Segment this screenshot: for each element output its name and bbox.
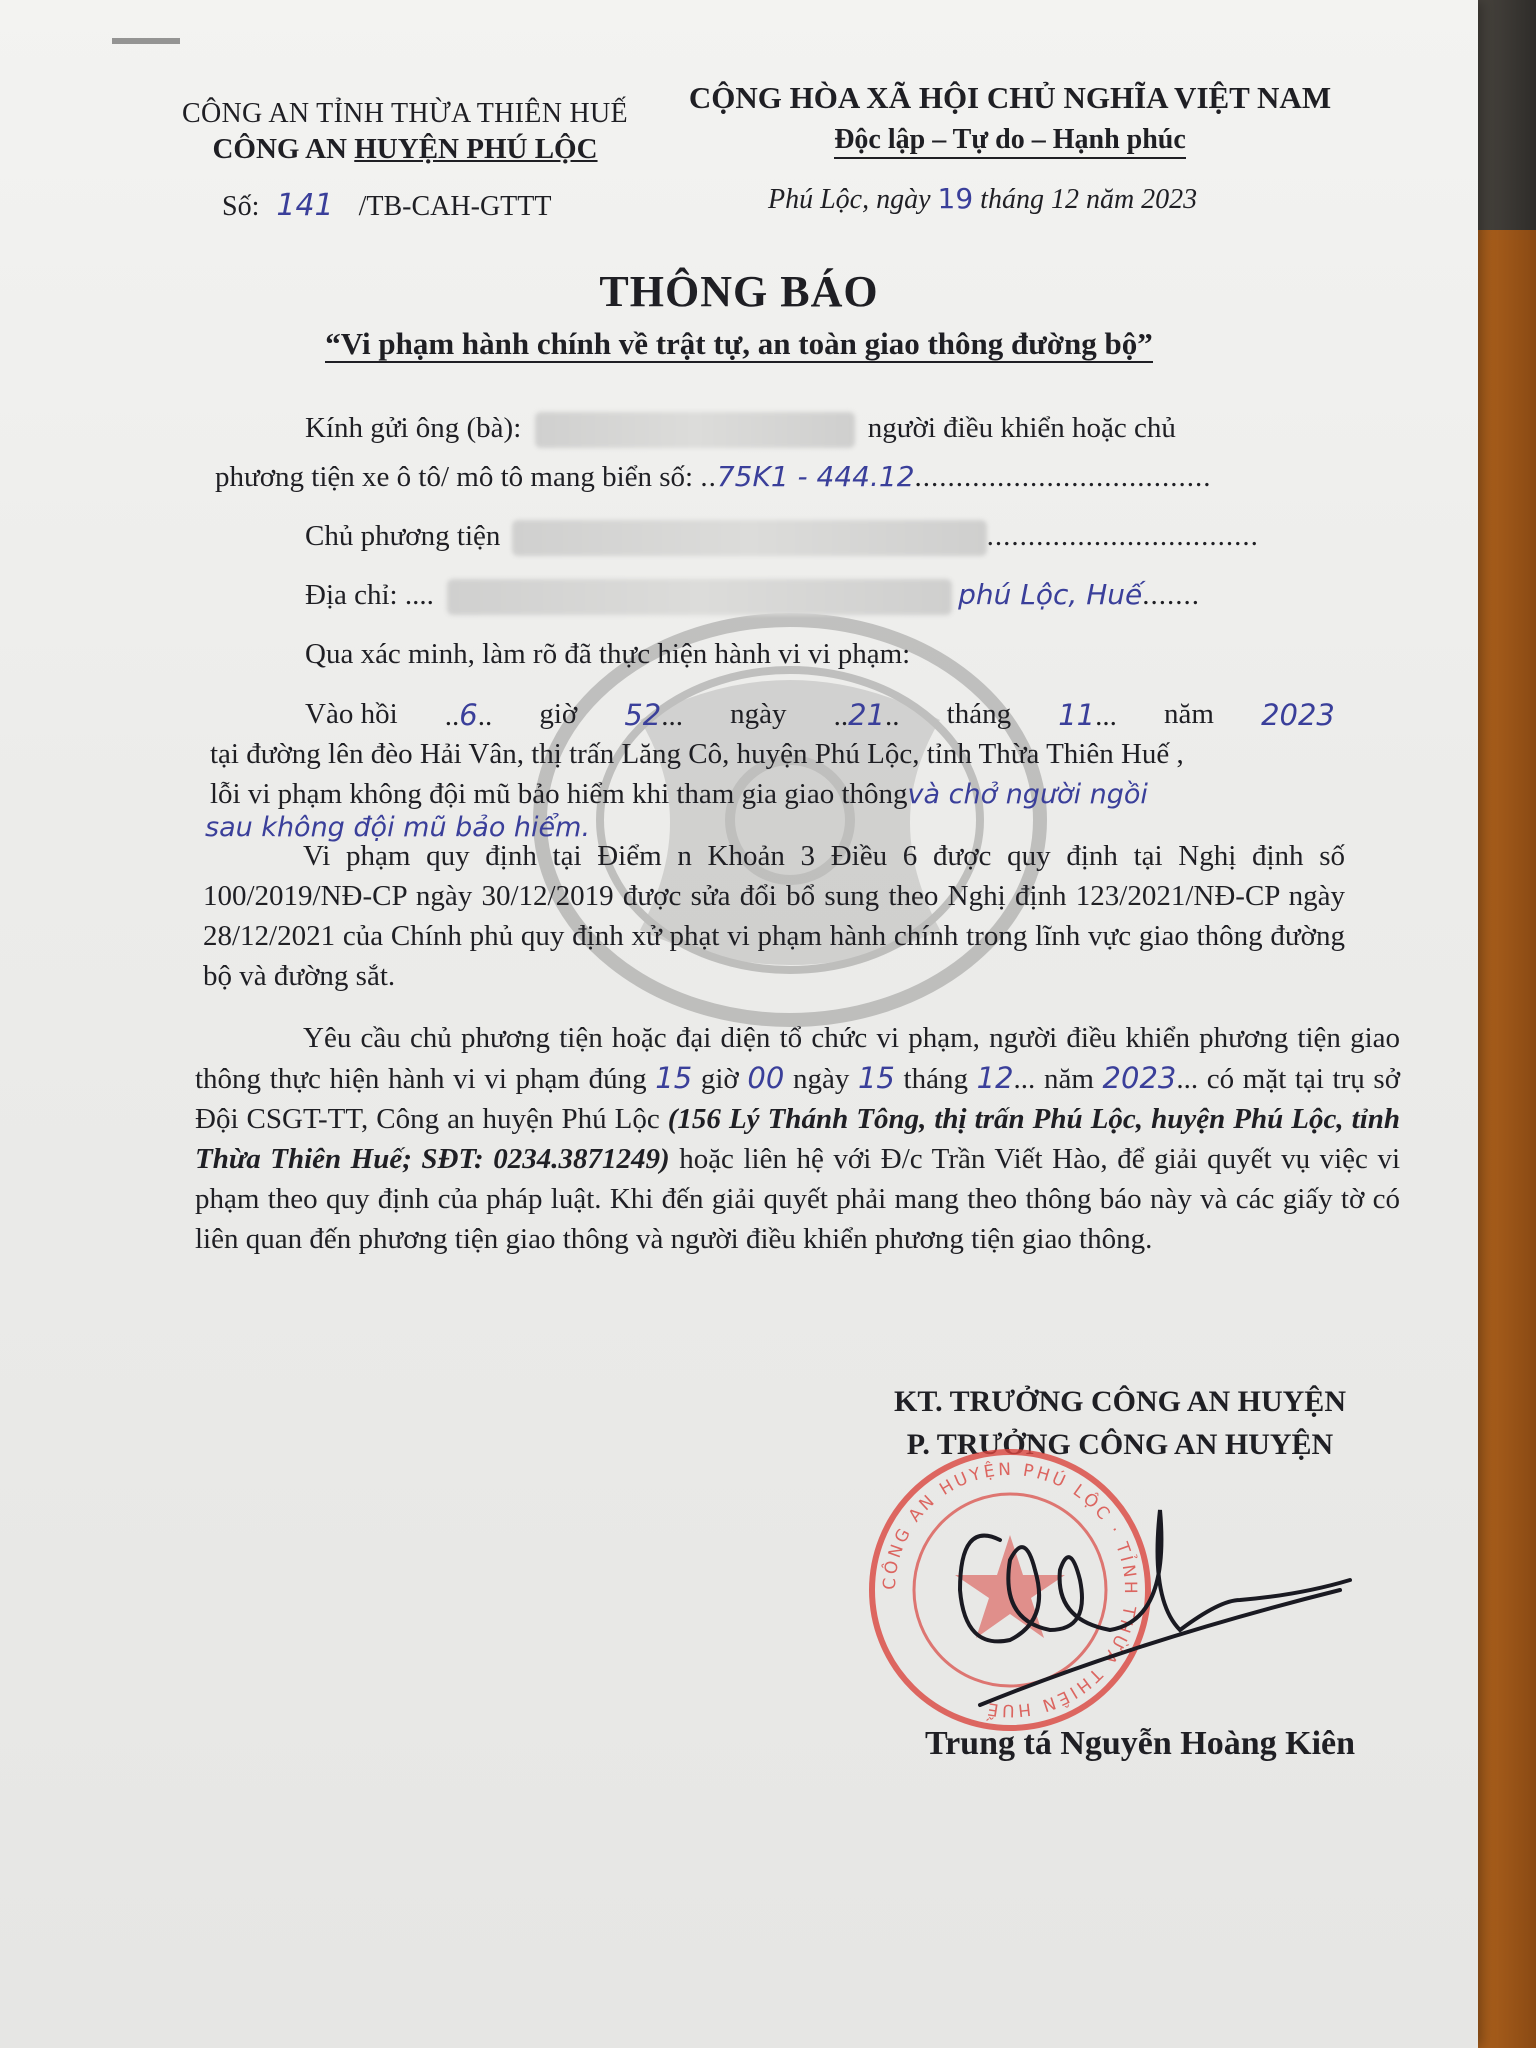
owner-label: Chủ phương tiện [305,520,501,552]
legal-basis: Vi phạm quy định tại Điểm n Khoản 3 Điều 6 được quy định tại Nghị định số 100/2019/NĐ-CP ngày 30/12/2019 được sửa đổi bổ sung theo Nghị định 123/2021/NĐ-CP ngày 28/12/2021 của Chính phủ quy định xử phạt vi phạm hành chính trong lĩnh vực giao thông đường bộ và đường sắt. [203,840,1345,992]
request-text-1: Yêu cầu chủ phương tiện hoặc đại diện tổ chức vi phạm, người điều khiển phương tiện giao thông thực hiện hành vi vi phạm đúng [195,1022,1400,1095]
req-label-nam: năm [1043,1063,1094,1095]
day-handwritten: 21 [848,698,886,732]
violation-location: tại đường lên đèo Hải Vân, thị trấn Lăng Cô, huyện Phú Lộc, tỉnh Thừa Thiên Huế , [210,738,1184,770]
req-label-gio: giờ [700,1063,739,1095]
document-date [768,182,1197,216]
year-handwritten: 2023 [1261,698,1335,732]
staple-mark [112,38,180,44]
violation-printed: lỗi vi phạm không đội mũ bảo hiểm khi tham gia giao thông [210,778,908,810]
document-number [222,188,551,223]
national-motto [670,124,1350,156]
violation-handwritten-2: sau không đội mũ bảo hiểm. [205,812,591,843]
request-text-2: có mặt tại trụ sở Đội CSGT-TT, Công an huyện Phú Lộc [195,1063,1401,1135]
date-day-handwritten: 19 [937,182,974,215]
plate-handwritten: 75K1 - 444.12 [716,460,915,493]
violation-description [210,778,1148,811]
date-prefix: Phú Lộc, ngày [768,184,938,215]
request-address: (156 Lý Thánh Tông, thị trấn Phú Lộc, huyện Phú Lộc, tỉnh Thừa Thiên Huế; SĐT: 0234.3871249) [195,1103,1401,1175]
signature-title-2: P. TRƯỞNG CÔNG AN HUYỆN [906,1428,1334,1461]
agency-parent: CÔNG AN TỈNH THỪA THIÊN HUẾ [182,98,628,129]
hour-handwritten: 6 [459,698,478,732]
date-suffix: tháng 12 năm 2023 [973,184,1198,215]
greeting-label: Kính gửi ông (bà): [305,412,522,444]
req-label-thang: tháng [903,1063,968,1095]
label-gio: giờ [539,698,578,730]
violation-time-line: Vào hồi ..6.. giờ 52... ngày ..21.. tháng 11... năm 2023 [305,698,1335,732]
label-ngay: ngày [730,698,787,730]
req-hour-handwritten: 15 [655,1061,693,1095]
agency-prefix: CÔNG AN [212,133,355,165]
so-label: Số: [222,191,260,222]
label-nam: năm [1164,698,1214,730]
so-suffix: /TB-CAH-GTTT [358,191,552,222]
motto-text: Độc lập – Tự do – Hạnh phúc [834,124,1186,159]
redacted-name [535,412,855,448]
signer-name: Trung tá Nguyễn Hoàng Kiên [924,1725,1356,1762]
greeting-line [305,412,1176,448]
req-month-handwritten: 12 [976,1061,1014,1095]
address-line: Địa chỉ: .... phú Lộc, Huế....... [305,578,1200,615]
greeting-tail: người điều khiển hoặc chủ [867,412,1176,444]
so-number-handwritten: 141 [276,188,334,223]
redacted-address [447,579,952,615]
document-subtitle [0,326,1478,362]
verification-intro: Qua xác minh, làm rõ đã thực hiện hành vi vi phạm: [305,638,911,670]
agency-name-underlined: HUYỆN PHÚ LỘC [354,133,598,165]
req-year-handwritten: 2023 [1102,1061,1177,1095]
document-title: THÔNG BÁO [599,267,879,316]
agency-name [170,133,640,166]
violation-handwritten-1: và chở người ngồi [907,779,1148,810]
vehicle-line: phương tiện xe ô tô/ mô tô mang biển số: ..75K1 - 444.12.................................... [215,460,1212,493]
vehicle-label: phương tiện xe ô tô/ mô tô mang biển số: [215,461,701,493]
month-handwritten: 11 [1058,698,1096,732]
req-day-handwritten: 15 [857,1061,895,1095]
label-thang: tháng [946,698,1012,730]
request-paragraph: Yêu cầu chủ phương tiện hoặc đại diện tổ chức vi phạm, người điều khiển phương tiện giao thông thực hiện hành vi vi phạm đúng 15 giờ 00 ngày 15 tháng 12... năm 2023... có mặt tại trụ sở Đội CSGT-TT, Công an huyện Phú Lộc (156 Lý Thánh Tông, thị trấn Phú Lộc, huyện Phú Lộc, tỉnh Thừa Thiên Huế; SĐT: 0234.3871249) hoặc liên hệ với Đ/c Trần Viết Hào, để giải quyết vụ việc vi phạm theo quy định của pháp luật. Khi đến giải quyết phải mang theo thông báo này và các giấy tờ có liên quan đến phương tiện giao thông và người điều khiển phương tiện giao thông. [195,1022,1401,1255]
handwritten-signature [940,1480,1360,1710]
seal-ring-text: CÔNG AN HUYỆN PHÚ LỘC · TỈNH THỪA THIÊN HUẾ [879,1459,1141,1721]
address-label: Địa chỉ: .... [305,579,434,611]
address-handwritten: phú Lộc, Huế [958,578,1143,611]
owner-line: Chủ phương tiện ................................. [305,520,1259,556]
label-vao-hoi: Vào hồi [305,698,398,730]
req-minute-handwritten: 00 [747,1061,785,1095]
signature-title-1: KT. TRƯỞNG CÔNG AN HUYỆN [894,1385,1346,1418]
subtitle-text: “Vi phạm hành chính về trật tự, an toàn giao thông đường bộ” [325,326,1153,361]
req-label-ngay: ngày [792,1063,850,1095]
request-text-3: hoặc liên hệ với Đ/c Trần Viết Hào, để giải quyết vụ việc vi phạm theo quy định của pháp luật. Khi đến giải quyết phải mang theo thông báo này và các giấy tờ có liên quan đến phương tiện giao thông và người điều khiển phương tiện giao thông. [195,1143,1401,1255]
redacted-owner [512,520,987,556]
minute-handwritten: 52 [624,698,662,732]
republic-name: CỘNG HÒA XÃ HỘI CHỦ NGHĨA VIỆT NAM [688,80,1332,115]
